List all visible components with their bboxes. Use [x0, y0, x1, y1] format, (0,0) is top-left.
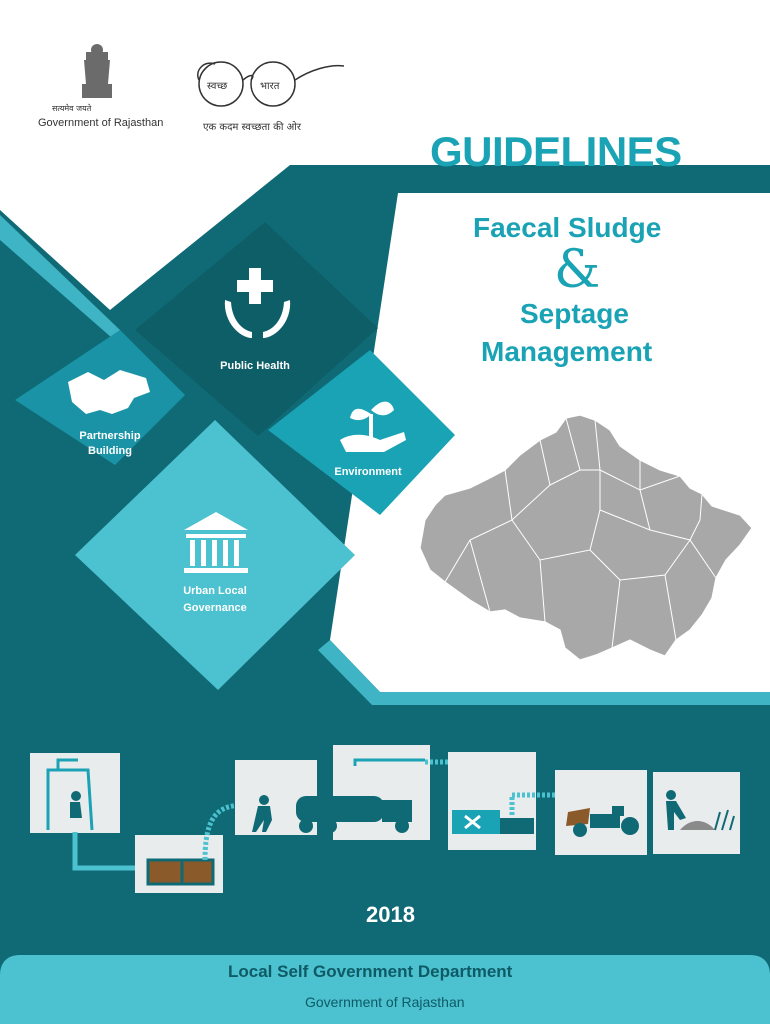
urban-governance-label-line2: Governance [183, 602, 247, 614]
swachh-tagline: एक कदम स्वच्छता की ओर [203, 122, 301, 133]
tractor-panel [555, 770, 647, 855]
farmer-panel [653, 772, 740, 854]
septic-tank-panel [135, 835, 223, 893]
swachh-left-label: स्वच्छ [207, 81, 228, 92]
partnership-label-line2: Building [88, 445, 132, 457]
national-emblem-icon [82, 44, 112, 98]
subtitle-line3: Management [481, 336, 653, 367]
year-label: 2018 [366, 902, 415, 927]
page-title: GUIDELINES [430, 128, 682, 175]
department-label: Local Self Government Department [228, 962, 513, 981]
septic-tank-icon [148, 860, 213, 884]
swachh-right-label: भारत [260, 81, 280, 92]
urban-governance-label-line1: Urban Local [183, 585, 247, 597]
subtitle-ampersand: & [554, 240, 601, 300]
footer-government-label: Government of Rajasthan [305, 994, 465, 1010]
subtitle-line2: Septage [520, 298, 629, 329]
public-health-label: Public Health [220, 360, 290, 372]
environment-label: Environment [334, 466, 402, 478]
treatment-panel [448, 752, 536, 850]
toilet-panel [30, 753, 120, 833]
government-label: Government of Rajasthan [38, 117, 164, 129]
subtitle-line1: Faecal Sludge [473, 212, 662, 243]
person-icon [70, 791, 82, 818]
partnership-label-line1: Partnership [79, 430, 141, 442]
emblem-caption: सत्यमेव जयते [52, 104, 92, 113]
